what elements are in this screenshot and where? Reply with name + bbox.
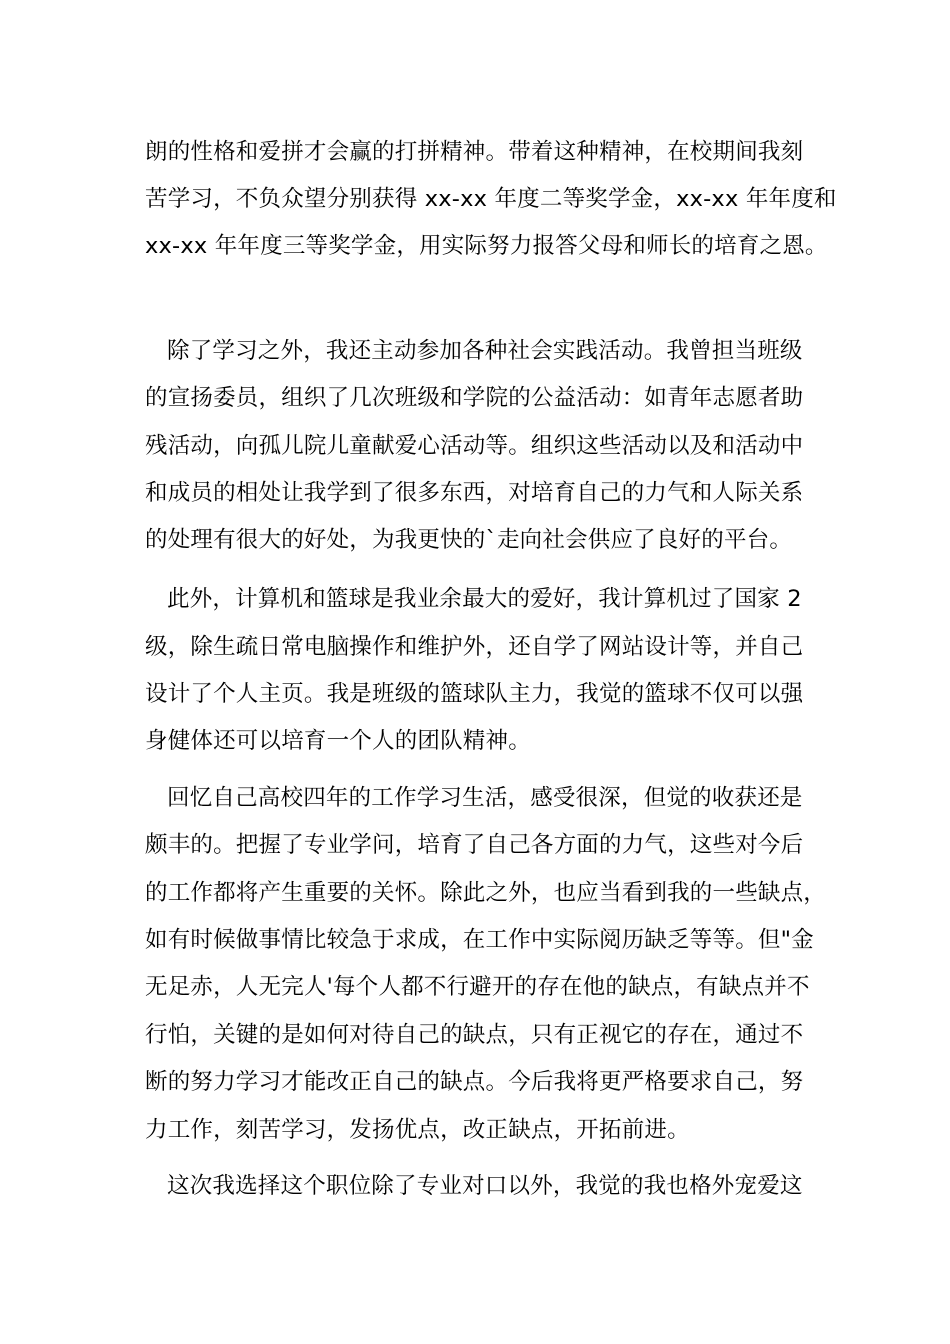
text-line: 除了学习之外，我还主动参加各种社会实践活动。我曾担当班级 bbox=[167, 338, 803, 364]
text-line: 颇丰的。把握了专业学问，培育了自己各方面的力气，这些对今后 bbox=[145, 832, 804, 858]
text-line: xx-xx 年年度三等奖学金，用实际努力报答父母和师长的培育之恩。 bbox=[145, 233, 828, 259]
text-line: 如有时候做事情比较急于求成，在工作中实际阅历缺乏等等。但"金 bbox=[145, 927, 814, 953]
text-line: 的处理有很大的好处，为我更快的`走向社会供应了良好的平台。 bbox=[145, 527, 793, 553]
text-line: 和成员的相处让我学到了很多东西，对培育自己的力气和人际关系 bbox=[145, 480, 804, 506]
text-line: 行怕，关键的是如何对待自己的缺点，只有正视它的存在，通过不 bbox=[145, 1022, 804, 1048]
text-line: 身健体还可以培育一个人的团队精神。 bbox=[145, 728, 531, 754]
text-line: 力工作，刻苦学习，发扬优点，改正缺点，开拓前进。 bbox=[145, 1117, 690, 1143]
text-line: 设计了个人主页。我是班级的篮球队主力，我觉的篮球不仅可以强 bbox=[145, 681, 804, 707]
text-line: 的工作都将产生重要的关怀。除此之外，也应当看到我的一些缺点， bbox=[145, 880, 827, 906]
text-line: 无足赤，人无完人'每个人都不行避开的存在他的缺点，有缺点并不 bbox=[145, 974, 810, 1000]
text-line: 回忆自己高校四年的工作学习生活，感受很深，但觉的收获还是 bbox=[167, 785, 803, 811]
text-line: 此外，计算机和篮球是我业余最大的爱好，我计算机过了国家 2 bbox=[167, 586, 802, 612]
text-line: 级，除生疏日常电脑操作和维护外，还自学了网站设计等，并自己 bbox=[145, 634, 804, 660]
text-line: 残活动，向孤儿院儿童献爱心活动等。组织这些活动以及和活动中 bbox=[145, 433, 804, 459]
text-line: 断的努力学习才能改正自己的缺点。今后我将更严格要求自己，努 bbox=[145, 1069, 804, 1095]
text-line: 的宣扬委员，组织了几次班级和学院的公益活动：如青年志愿者助 bbox=[145, 385, 804, 411]
text-line: 朗的性格和爱拼才会赢的打拼精神。带着这种精神，在校期间我刻 bbox=[145, 139, 804, 165]
text-line: 苦学习，不负众望分别获得 xx-xx 年度二等奖学金，xx-xx 年年度和 bbox=[145, 186, 837, 212]
text-line: 这次我选择这个职位除了专业对口以外，我觉的我也格外宠爱这 bbox=[167, 1173, 803, 1199]
